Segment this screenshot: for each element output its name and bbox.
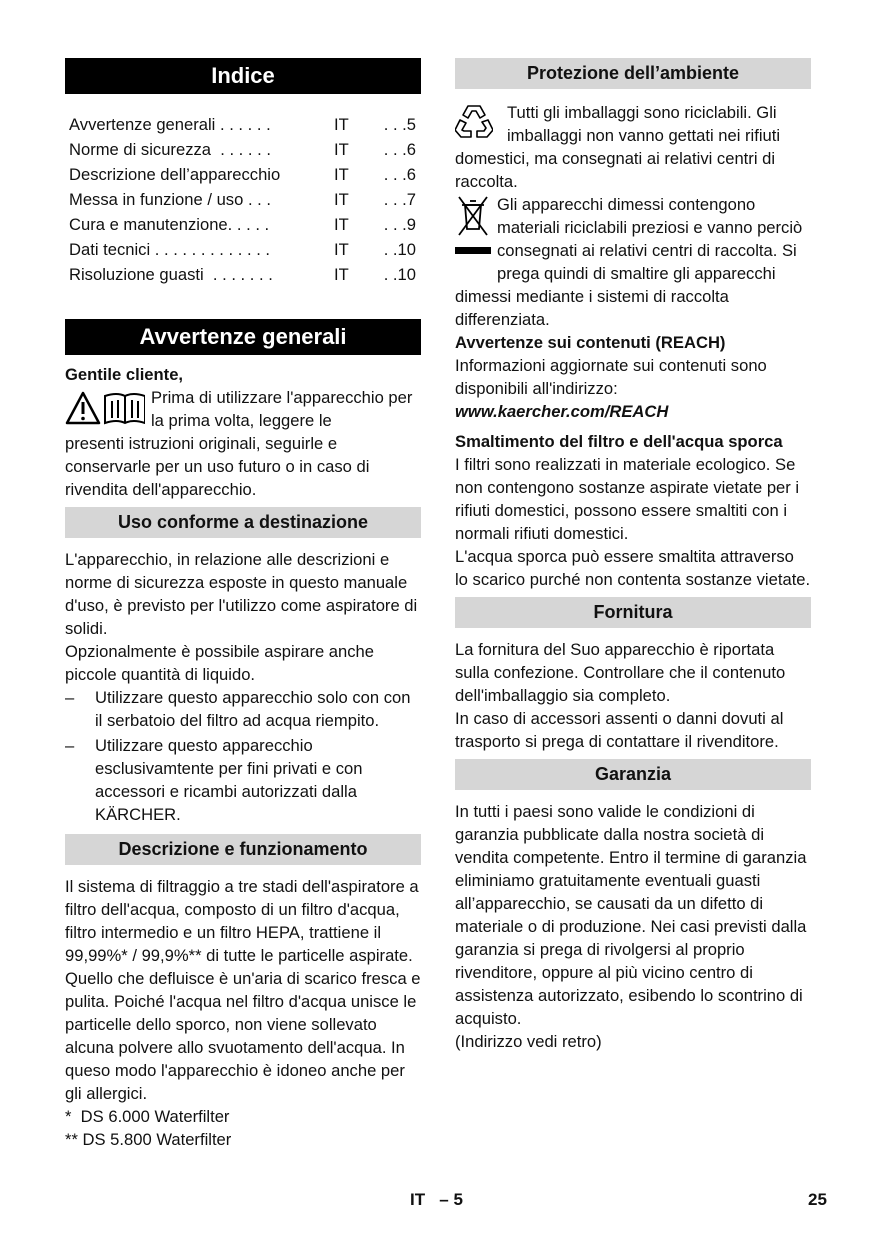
toc-row[interactable]: Norme di sicurezza . . . . . . IT . . .6 [69,140,416,159]
index-heading: Indice [65,58,421,94]
toc-row[interactable]: Dati tecnici . . . . . . . . . . . . . IT . .10 [69,240,416,259]
toc-row[interactable]: Descrizione dell’apparecchio IT . . .6 [69,165,416,184]
recycle-icon [455,103,493,145]
footer-page-number: 25 [808,1190,827,1209]
toc-row[interactable]: Risoluzione guasti . . . . . . . IT . .10 [69,265,416,284]
supply-paragraph-1: La fornitura del Suo apparecchio è riportata sulla confezione. Controllare che il contenuto dell'imballaggio sia completo. [455,640,786,705]
warranty-paragraph-2: (Indirizzo vedi retro) [455,1032,602,1051]
supply-heading: Fornitura [455,597,811,628]
filter-text-2: L'acqua sporca può essere smaltita attraverso lo scarico purché non contenta sostanze vietate. [455,547,811,589]
supply-paragraph-2: In caso di accessori assenti o danni dovuti al trasporto si prega di contattare il rivenditore. [455,709,784,751]
description-paragraph: Il sistema di filtraggio a tre stadi dell'aspiratore a filtro dell'acqua, composto di un filtro d'acqua, filtro intermedio e un filtro HEPA, trattiene il 99,99%* / 99,9%** di tutte le particelle aspirate. Quello che defluisce è un'aria di scarico fresca e pulita. Poiché l'acqua nel filtro d'acqua unisce le particelle dello sporco, non viene sollevato alcuna polvere allo svuotamento dell'acqua. In queso modo l'apparecchio è idoneo anche per gli allergici. [65,877,421,1103]
environment-packaging: Tutti gli imballaggi sono riciclabili. Gli imballaggi non vanno gettati nei rifiuti domestici, ma consegnati ai relativi centri di raccolta. [455,103,781,191]
toc-row[interactable]: Cura e manutenzione. . . . . IT . . .9 [69,215,416,234]
right-column [455,58,811,1053]
crossed-bin-icon [455,195,491,263]
general-intro: Prima di utilizzare l'apparecchio per la prima volta, leggere le [65,386,421,432]
general-heading: Avvertenze generali [65,319,421,355]
left-column [65,58,421,1151]
greeting: Gentile cliente, [65,365,184,384]
warranty-paragraph-1: In tutti i paesi sono valide le condizioni di garanzia pubblicate dalla nostra società di vendita competente. Entro il termine di garanzia eliminiamo gratuitamente eventuali guasti all’apparecchio, se causati da un difetto di materiale o di produzione. Nei casi previsti dalla garanzia si prega di rivolgersi al proprio rivenditore, oppure al più vicino centro di assistenza autorizzato, esibendo lo scontrino di acquisto. [455,802,807,1028]
toc-row[interactable]: Messa in funzione / uso . . . IT . . .7 [69,190,416,209]
warranty-heading: Garanzia [455,759,811,790]
table-of-contents [69,112,421,287]
reach-heading: Avvertenze sui contenuti (REACH) [455,333,726,352]
footer-page-label: IT – 5 [410,1190,463,1209]
footnote-2: ** DS 5.800 Waterfilter [65,1130,232,1149]
environment-devices: Gli apparecchi dimessi contengono materiali riciclabili preziosi e vanno perciò consegnati ai relativi centri di raccolta. Si prega quindi di smaltire gli apparecchi dimessi mediante i sistemi di raccolta differenziata. [455,195,803,329]
reach-text: Informazioni aggiornate sui contenuti sono disponibili all'indirizzo: [455,356,767,398]
environment-heading: Protezione dell’ambiente [455,58,811,89]
reach-link[interactable]: www.kaercher.com/REACH [455,402,669,421]
general-text: presenti istruzioni originali, seguirle e conservarle per un uso futuro o in caso di rivendita dell'apparecchio. [65,434,370,499]
filter-text: I filtri sono realizzati in materiale ecologico. Se non contengono sostanze aspirate vietate per i rifiuti domestici, possono essere smaltiti con i normali rifiuti domestici. [455,455,800,543]
use-heading: Uso conforme a destinazione [65,507,421,538]
list-item: – Utilizzare questo apparecchio solo con con il serbatoio del filtro ad acqua riempito. [65,686,421,732]
use-paragraph-1: L'apparecchio, in relazione alle descrizioni e norme di sicurezza esposte in questo manuale d'uso, è previsto per l'utilizzo come aspiratore di solidi. [65,550,418,638]
toc-row[interactable]: Avvertenze generali . . . . . . IT . . .5 [69,115,416,134]
description-heading: Descrizione e funzionamento [65,834,421,865]
use-paragraph-2: Opzionalmente è possibile aspirare anche piccole quantità di liquido. [65,642,375,684]
filter-heading: Smaltimento del filtro e dell'acqua sporca [455,432,783,451]
list-item: – Utilizzare questo apparecchio esclusivamtente per fini privati e con accessori e ricambi autorizzati dalla KÄRCHER. [65,734,421,826]
warning-manual-icon [65,390,145,432]
footnote-1: * DS 6.000 Waterfilter [65,1107,230,1126]
use-list [65,686,421,826]
